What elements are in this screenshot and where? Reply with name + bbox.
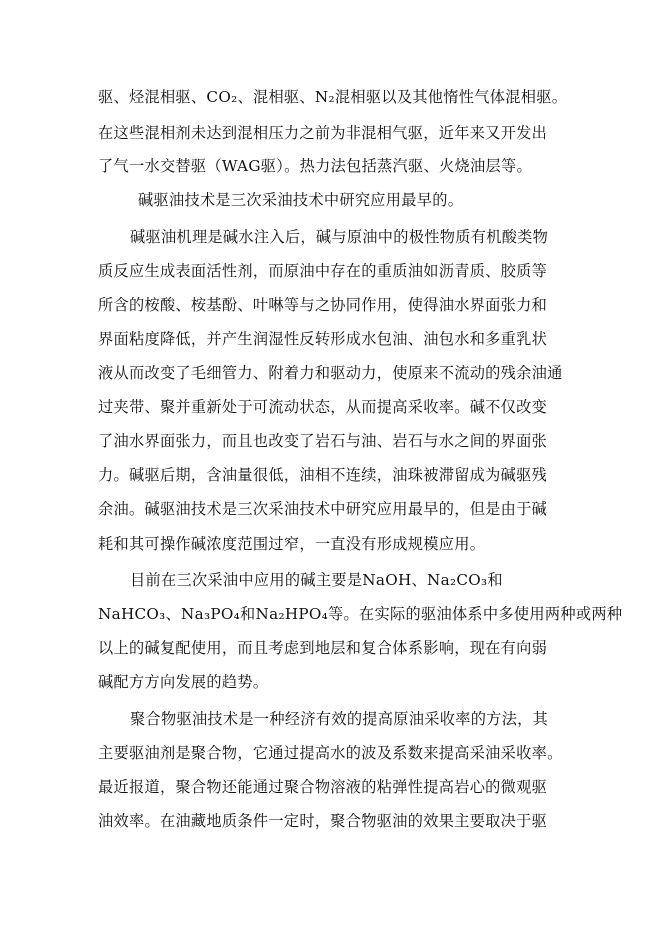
text-line: 主要驱油剂是聚合物，它通过提高水的波及系数来提高采油采收率。 bbox=[98, 744, 563, 762]
text-line: 过夹带、聚并重新处于可流动状态，从而提高采收率。碱不仅改变 bbox=[98, 398, 548, 416]
text-line: 耗和其可操作碱浓度范围过窄，一直没有形成规模应用。 bbox=[98, 535, 486, 553]
text-line: 聚合物驱油技术是一种经济有效的提高原油采收率的方法，其 bbox=[130, 710, 549, 728]
text-line: 了气一水交替驱（WAG驱）。热力法包括蒸汽驱、火烧油层等。 bbox=[98, 157, 532, 175]
text-line: 在这些混相剂未达到混相压力之前为非混相气驱，近年来又开发出 bbox=[98, 124, 548, 142]
text-line: 余油。碱驱油技术是三次采油技术中研究应用最早的，但是由于碱 bbox=[98, 500, 548, 518]
text-line: 驱、烃混相驱、CO₂、混相驱、N₂混相驱以及其他惰性气体混相驱。 bbox=[98, 88, 568, 106]
text-line: 碱驱油机理是碱水注入后，碱与原油中的极性物质有机酸类物 bbox=[130, 228, 549, 246]
text-line: 以上的碱复配使用，而且考虑到地层和复合体系影响，现在有向弱 bbox=[98, 639, 548, 657]
text-line: 界面粘度降低，并产生润湿性反转形成水包油、油包水和多重乳状 bbox=[98, 330, 548, 348]
text-line: 碱驱油技术是三次采油技术中研究应用最早的。 bbox=[138, 191, 464, 209]
text-line: 油效率。在油藏地质条件一定时，聚合物驱油的效果主要取决于驱 bbox=[98, 812, 548, 830]
text-line: 力。碱驱后期，含油量很低，油相不连续，油珠被滞留成为碱驱残 bbox=[98, 466, 548, 484]
text-line: 液从而改变了毛细管力、附着力和驱动力，使原来不流动的残余油通 bbox=[98, 364, 563, 382]
text-line: 所含的桉酸、桉基酚、叶啉等与之协同作用，使得油水界面张力和 bbox=[98, 296, 548, 314]
text-line: 最近报道，聚合物还能通过聚合物溶液的粘弹性提高岩心的微观驱 bbox=[98, 778, 548, 796]
text-line: 质反应生成表面活性剂，而原油中存在的重质油如沥青质、胶质等 bbox=[98, 262, 548, 280]
text-line: 目前在三次采油中应用的碱主要是NaOH、Na₂CO₃和 bbox=[130, 571, 503, 589]
text-line: 了油水界面张力，而且也改变了岩石与油、岩石与水之间的界面张 bbox=[98, 432, 548, 450]
text-line: 碱配方方向发展的趋势。 bbox=[98, 673, 269, 691]
text-line: NaHCO₃、Na₃PO₄和Na₂HPO₄等。在实际的驱油体系中多使用两种或两种 bbox=[98, 605, 623, 623]
